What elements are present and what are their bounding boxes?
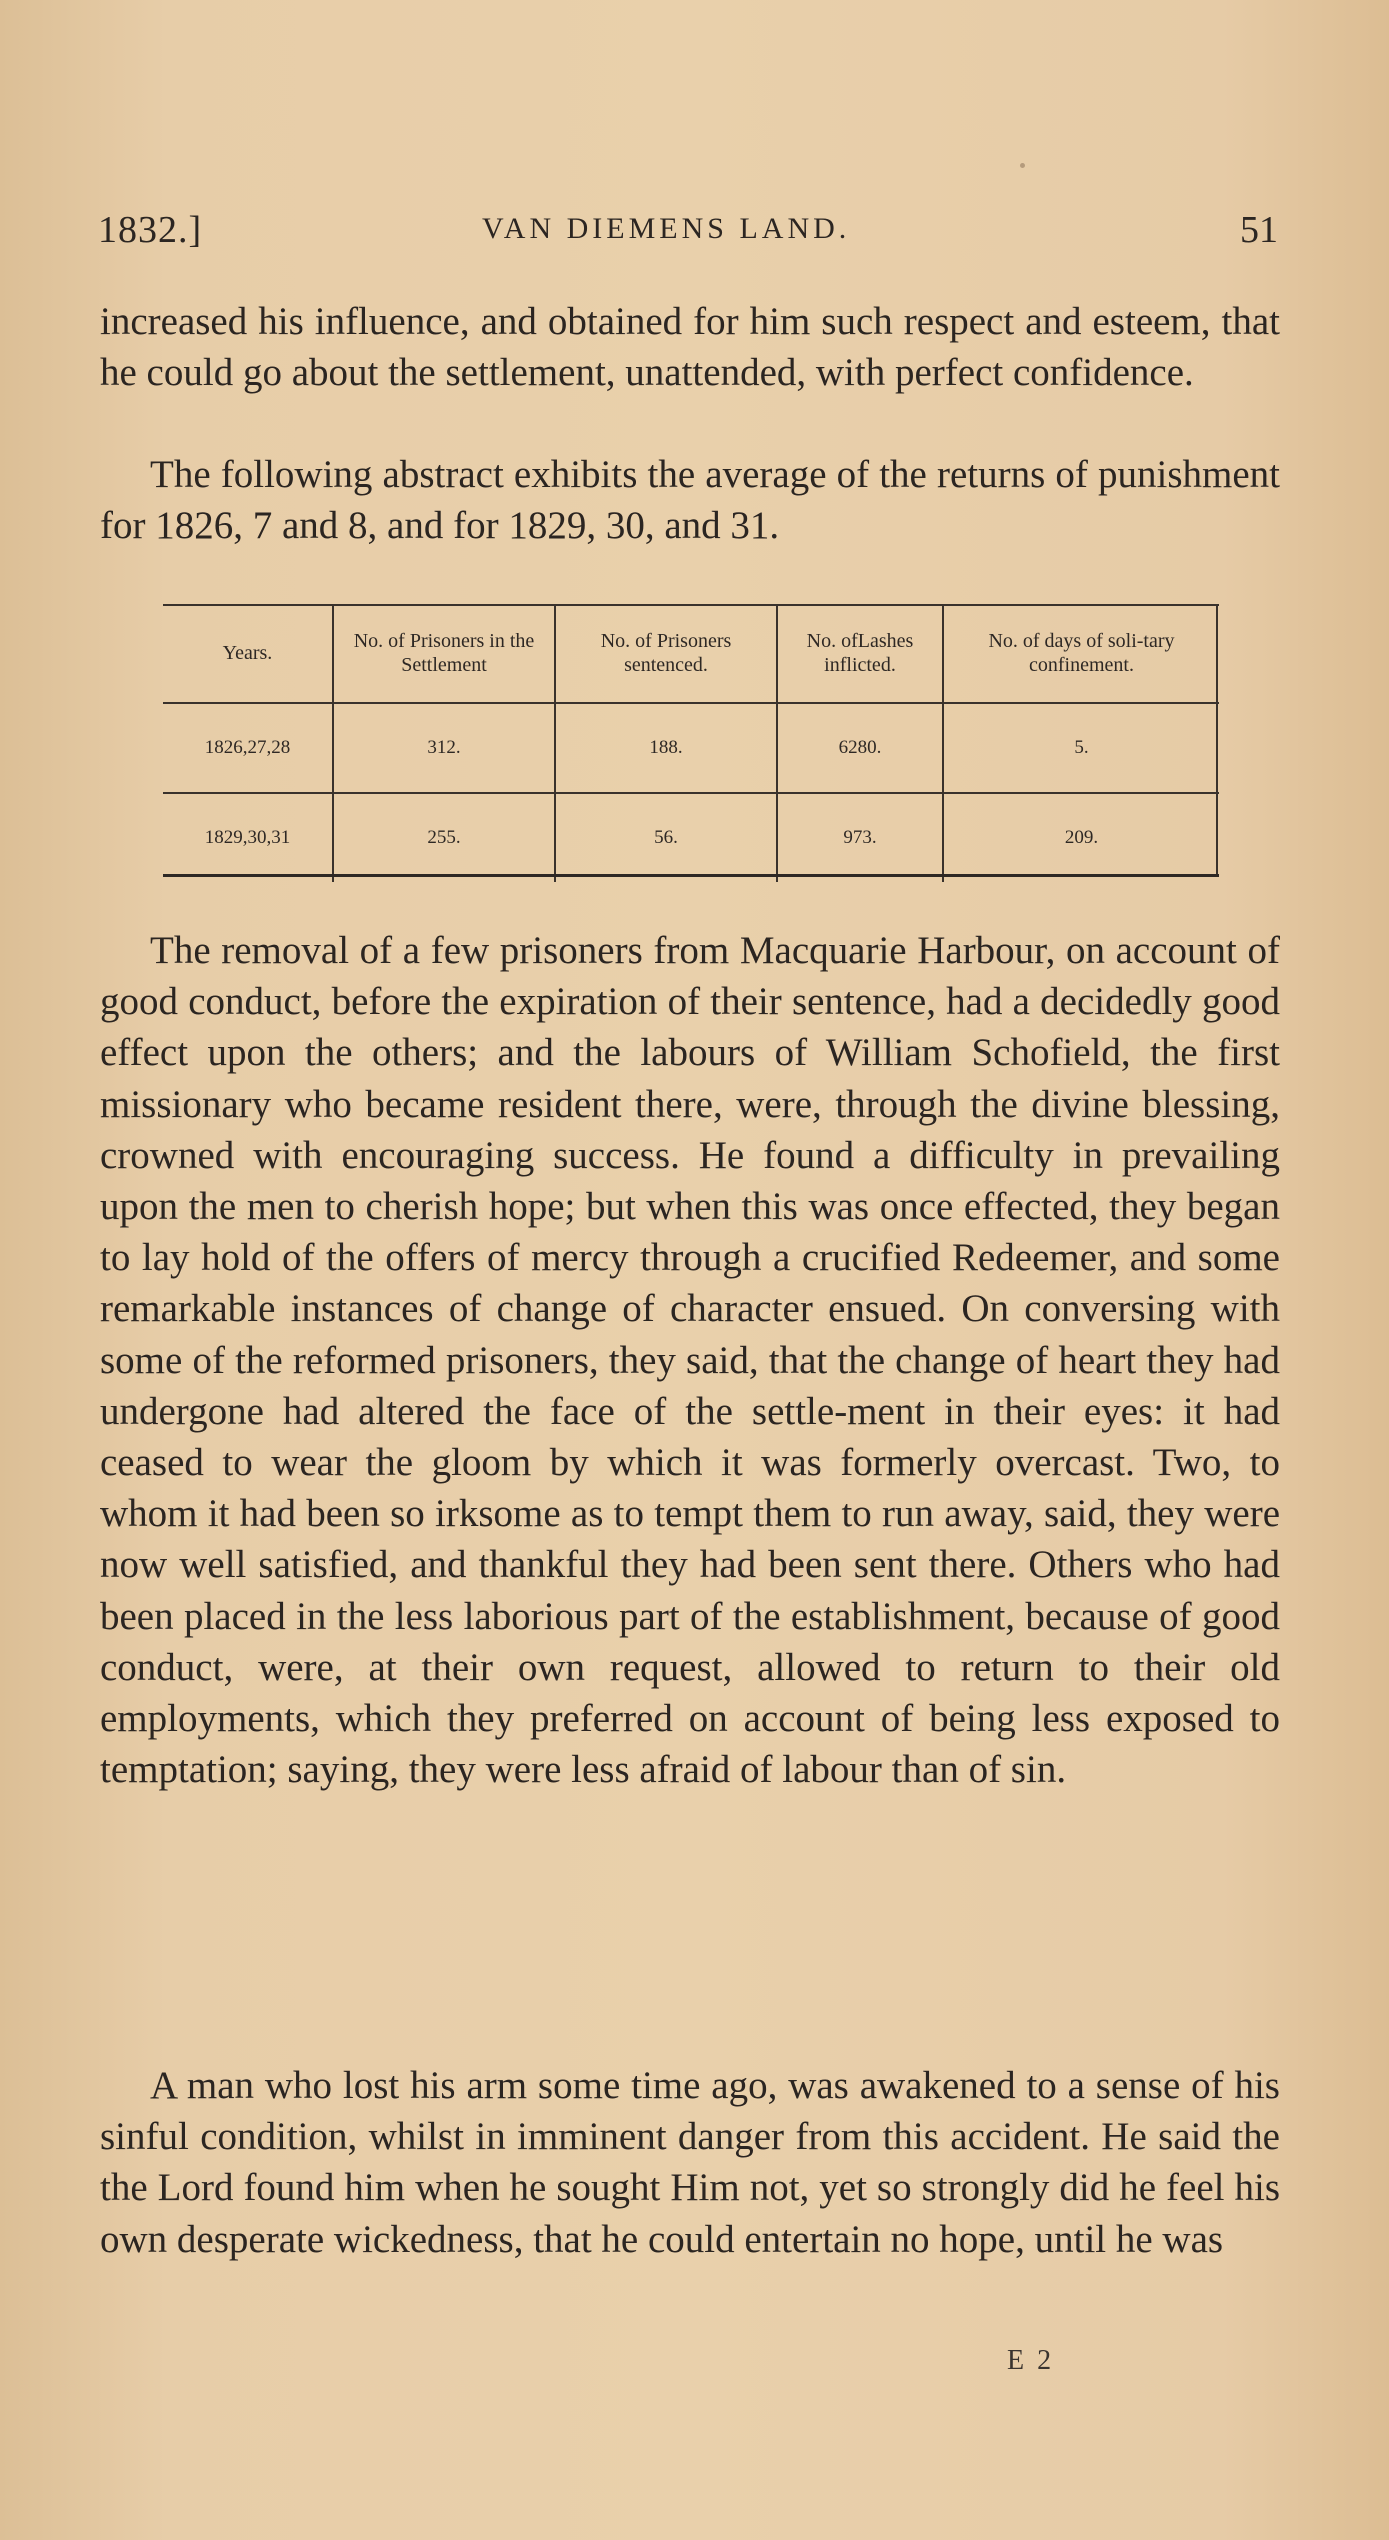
table-bottom-rule — [163, 874, 1219, 877]
table-right-rule — [1216, 604, 1218, 874]
col-header-solitary-confinement-days: No. of days of soli-tary confinement. — [943, 604, 1219, 703]
header-running-title: VAN DIEMENS LAND. — [482, 212, 851, 245]
table-cell: 312. — [333, 703, 555, 793]
paragraph-3-text: The removal of a few prisoners from Macquarie Harbour, on account of good conduct, before the expiration of their sentence, had a decidedly good effect upon the others; and the labours of William Schofield, the first missionary who became resident there, were, through the divine blessing, crowned with encouraging success. He found a difficulty in prevailing upon the men to cherish hope; but when this was once effected, they began to lay hold of the offers of mercy through a crucified Redeemer, and some remarkable instances of change of character ensued. On conversing with some of the reformed prisoners, they said, that the change of heart they had undergone had altered the face of the settle-ment in their eyes: it had ceased to wear the gloom by which it was formerly overcast. Two, to whom it had been so irksome as to tempt them to run away, said, they were now well satisfied, and thankful they had been sent there. Others who had been placed in the less laborious part of the establishment, because of good conduct, were, at their own request, allowed to return to their old employments, which they preferred on account of being less exposed to temptation; saying, they were less afraid of labour than of sin. — [100, 929, 1280, 1792]
table-cell: 188. — [555, 703, 777, 793]
table-cell: 5. — [943, 703, 1219, 793]
table-row — [163, 703, 1219, 793]
page-number: 51 — [1240, 209, 1278, 251]
signature-mark: E 2 — [1007, 2345, 1055, 2376]
col-header-prisoners-sentenced: No. of Prisoners sentenced. — [555, 604, 777, 703]
paragraph-1 — [100, 296, 1280, 398]
paragraph-4 — [100, 2060, 1280, 2265]
punishment-abstract-table — [163, 604, 1219, 882]
table-row — [163, 793, 1219, 882]
table-cell: 6280. — [777, 703, 943, 793]
paragraph-1-text: increased his influence, and obtained for him such respect and esteem, that he could go about the settlement, unattended, with perfect confidence. — [100, 300, 1280, 395]
table-cell: 209. — [943, 793, 1219, 882]
col-header-lashes-inflicted: No. ofLashes inflicted. — [777, 604, 943, 703]
table-header-row — [163, 604, 1219, 703]
col-header-prisoners-in-settlement: No. of Prisoners in the Settlement — [333, 604, 555, 703]
table-cell: 255. — [333, 793, 555, 882]
table-cell: 56. — [555, 793, 777, 882]
table-cell: 973. — [777, 793, 943, 882]
paragraph-2-text: The following abstract exhibits the average of the returns of punishment for 1826, 7 and 8, and for 1829, 30, and 31. — [100, 453, 1280, 548]
col-header-years: Years. — [163, 604, 333, 703]
paper-speck — [1020, 163, 1025, 168]
paragraph-2 — [100, 449, 1280, 551]
running-header — [98, 208, 1278, 258]
table-cell: 1829,30,31 — [204, 827, 291, 848]
header-year: 1832.] — [98, 209, 203, 251]
paragraph-3 — [100, 925, 1280, 1795]
paragraph-4-text: A man who lost his arm some time ago, was awakened to a sense of his sinful condition, whilst in imminent danger from this accident. He said the the Lord found him when he sought Him not, yet so strongly did he feel his own desperate wickedness, that he could entertain no hope, until he was — [100, 2064, 1280, 2261]
table-cell: 1826,27,28 — [163, 703, 333, 793]
